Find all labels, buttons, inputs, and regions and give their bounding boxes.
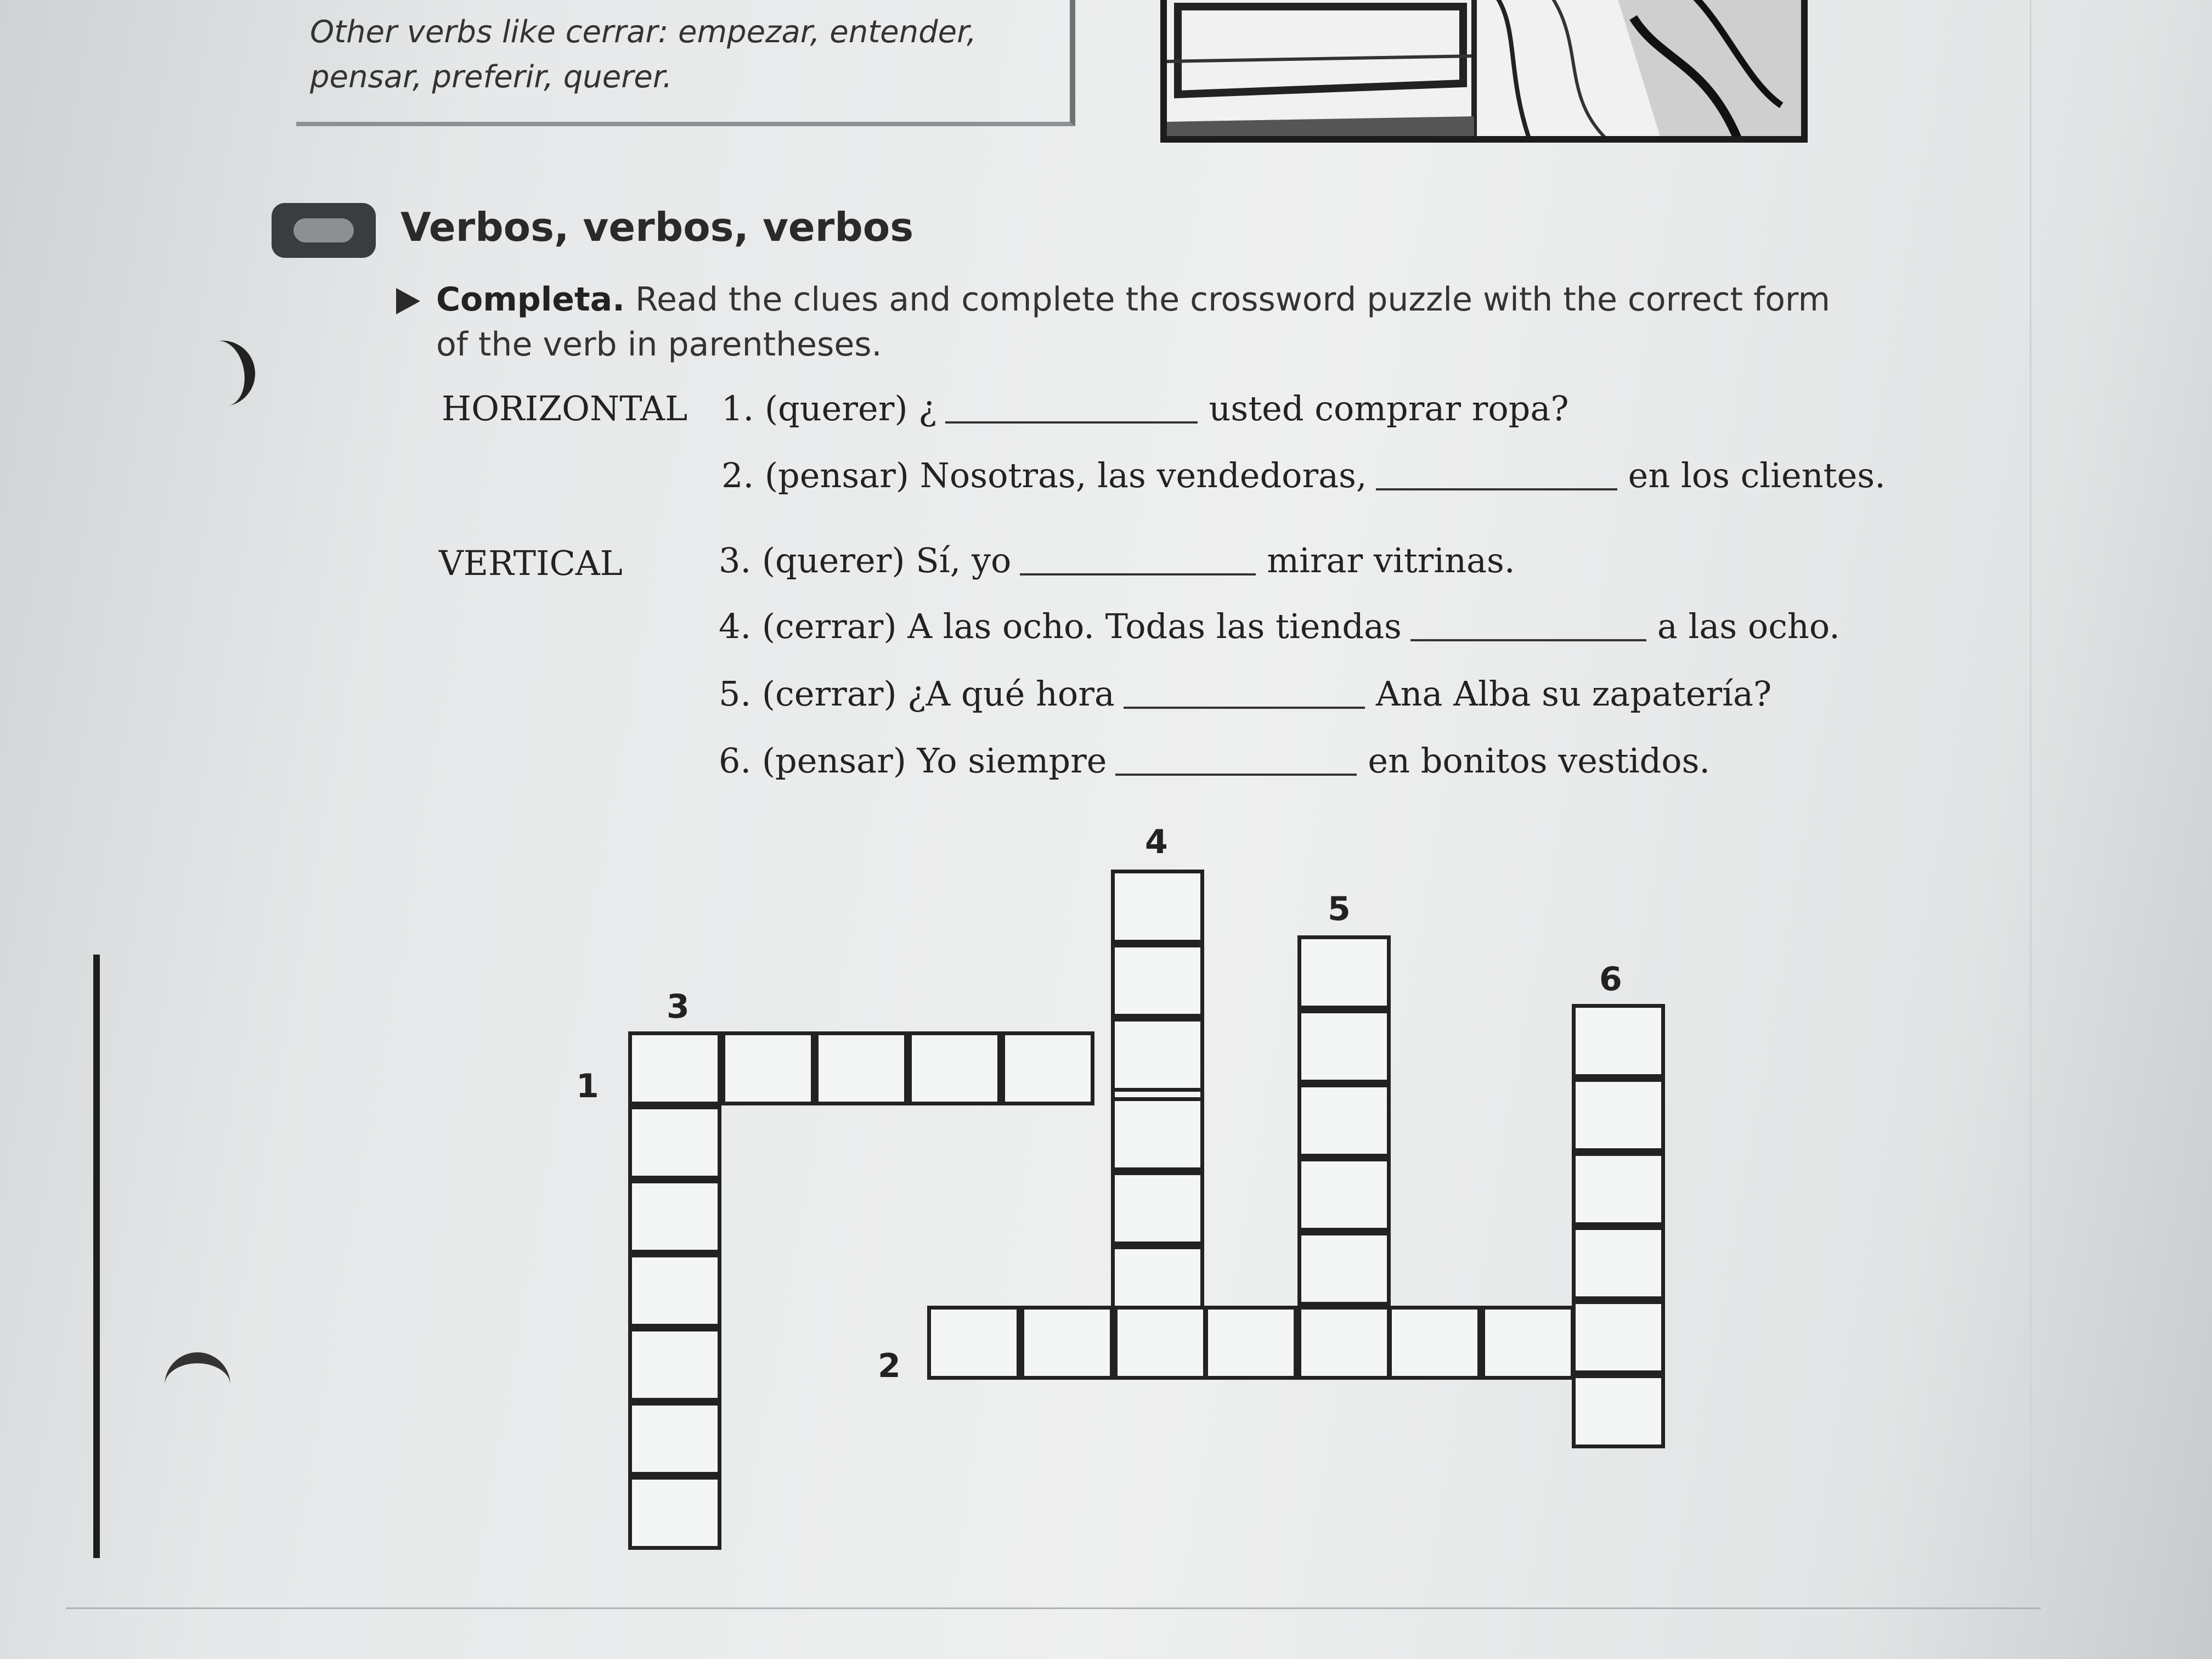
crossword-cell[interactable]: [1020, 1306, 1114, 1380]
crossword-cell[interactable]: [815, 1031, 908, 1105]
clue-text: 6. (pensar) Yo siempre: [719, 741, 1107, 781]
margin-line: [93, 955, 100, 1558]
clue-text: en bonitos vestidos.: [1368, 741, 1711, 781]
clue-5: [719, 674, 1771, 714]
crossword-cell[interactable]: [1572, 1004, 1665, 1078]
answer-blank[interactable]: [1410, 634, 1646, 641]
crossword-cell[interactable]: [628, 1476, 721, 1550]
crossword-cell[interactable]: [628, 1254, 721, 1328]
instructions-lead: Completa.: [436, 280, 625, 319]
clue-text: mirar vitrinas.: [1267, 540, 1515, 580]
answer-blank[interactable]: [1124, 701, 1365, 709]
crossword-cell[interactable]: [1572, 1078, 1665, 1152]
crossword-cell[interactable]: [628, 1328, 721, 1402]
page-right-edge: [2030, 0, 2032, 1558]
crossword-cell[interactable]: [908, 1031, 1001, 1105]
grid-number-5: 5: [1328, 890, 1351, 928]
grammar-note: [310, 10, 1078, 100]
horizontal-heading: HORIZONTAL: [442, 388, 688, 428]
grid-number-4: 4: [1145, 823, 1168, 861]
instructions: [436, 277, 1841, 367]
crossword-cell[interactable]: [927, 1306, 1020, 1380]
triangle-bullet-icon: [396, 288, 420, 314]
crossword-cell[interactable]: [1001, 1031, 1094, 1105]
clue-3: [719, 540, 1515, 580]
instructions-line-2: of the verb in parentheses.: [436, 325, 882, 364]
clue-4: [719, 606, 1840, 646]
crossword-cell[interactable]: [1297, 1232, 1391, 1306]
answer-blank[interactable]: [1020, 568, 1256, 575]
page-bottom-edge: [66, 1607, 2041, 1609]
clue-text: 1. (querer) ¿: [721, 388, 937, 428]
crossword-cell[interactable]: [1111, 1097, 1204, 1171]
answer-blank[interactable]: [1376, 483, 1617, 490]
crossword-cell[interactable]: [721, 1031, 815, 1105]
crossword-cell[interactable]: [1114, 1306, 1207, 1380]
answer-blank[interactable]: [1115, 768, 1357, 776]
illustration-drawing: [1167, 0, 1803, 138]
grid-number-6: 6: [1599, 960, 1622, 998]
crossword-cell[interactable]: [1111, 944, 1204, 1018]
grammar-note-line: Other verbs like cerrar: empezar, entender,: [310, 14, 977, 50]
grid-number-2: 2: [878, 1347, 901, 1385]
crossword-cell[interactable]: [1297, 935, 1391, 1009]
crossword-cell[interactable]: [628, 1402, 721, 1476]
crossword-cell[interactable]: [628, 1105, 721, 1180]
answer-blank[interactable]: [945, 416, 1198, 424]
grammar-note-line: pensar, preferir, querer.: [310, 59, 673, 95]
clue-text: 2. (pensar) Nosotras, las vendedoras,: [721, 455, 1367, 495]
grid-number-3: 3: [667, 988, 690, 1026]
clue-text: usted comprar ropa?: [1209, 388, 1569, 428]
crossword-cell[interactable]: [1572, 1152, 1665, 1226]
crossword-cell[interactable]: [1297, 1009, 1391, 1084]
clue-text: 4. (cerrar) A las ocho. Todas las tiendas: [719, 606, 1402, 646]
clue-text: Ana Alba su zapatería?: [1375, 674, 1772, 714]
crossword-cell[interactable]: [1297, 1084, 1391, 1158]
crossword-cell[interactable]: [1572, 1300, 1665, 1374]
crossword-cell[interactable]: [628, 1031, 721, 1105]
crossword-cell[interactable]: [1297, 1306, 1391, 1380]
section-badge: [272, 203, 376, 258]
clue-2: [721, 455, 1886, 495]
crossword-cell[interactable]: [628, 1180, 721, 1254]
clue-text: 5. (cerrar) ¿A qué hora: [719, 674, 1115, 714]
clue-1: [721, 388, 1569, 428]
crossword-cell[interactable]: [1572, 1226, 1665, 1300]
crossword-cell[interactable]: [1388, 1306, 1481, 1380]
instructions-line-1: [436, 277, 1841, 322]
section-title: Verbos, verbos, verbos: [400, 204, 914, 250]
clue-text: a las ocho.: [1657, 606, 1840, 646]
crossword-cell[interactable]: [1111, 1018, 1204, 1092]
grid-number-1: 1: [576, 1067, 599, 1105]
crossword-cell[interactable]: [1572, 1374, 1665, 1448]
badge-icon: [294, 218, 354, 242]
clue-text: en los clientes.: [1628, 455, 1886, 495]
vertical-heading: VERTICAL: [439, 543, 623, 583]
crossword-cell[interactable]: [1111, 1171, 1204, 1245]
crossword-cell[interactable]: [1297, 1158, 1391, 1232]
crossword-cell[interactable]: [1481, 1306, 1575, 1380]
instructions-text: Read the clues and complete the crossword puzzle with the correct form: [624, 280, 1830, 319]
clue-6: [719, 741, 1710, 781]
crossword-cell[interactable]: [1111, 870, 1204, 944]
crossword-cell[interactable]: [1204, 1306, 1297, 1380]
illustration: [1160, 0, 1808, 143]
clue-text: 3. (querer) Sí, yo: [719, 540, 1012, 580]
